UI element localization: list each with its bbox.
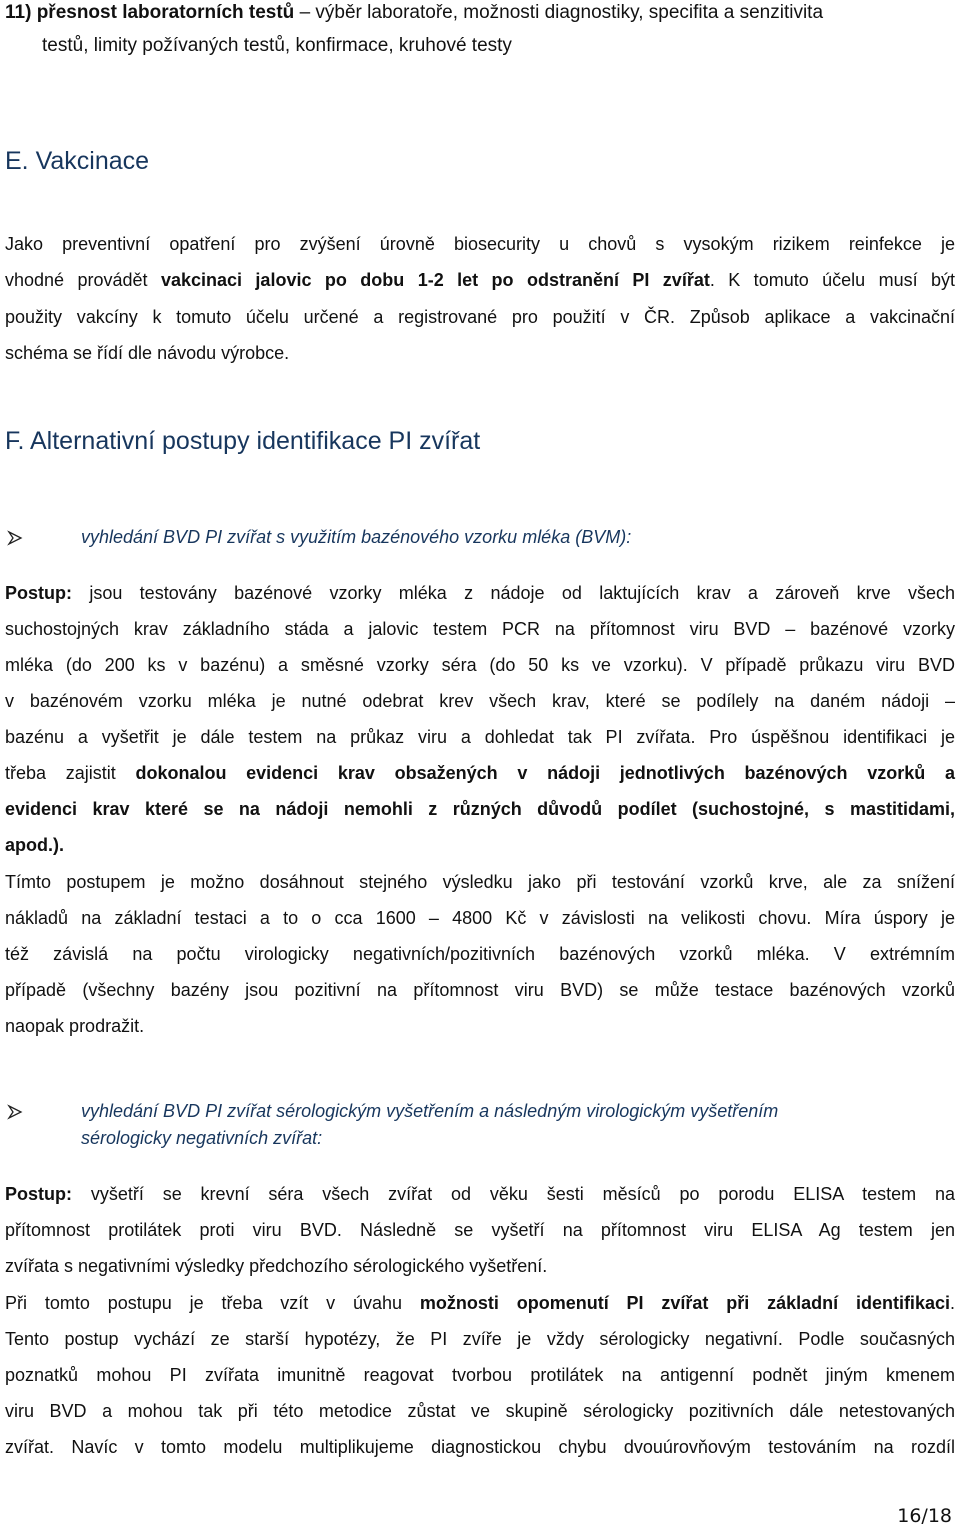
section-e-line-1: Jako preventivní opatření pro zvýšení úrovně biosecurity u chovů s vysokým rizikem reinfekce je — [5, 234, 955, 254]
p2-line-1: Tímto postupem je možno dosáhnout stejného výsledku jako při testování vzorků krve, ale za snížení — [5, 872, 955, 892]
p2-line-3: též závislá na počtu virologicky negativních/pozitivních bazénových vzorků mléka. V extrémním — [5, 944, 955, 964]
p4-line-1: Při tomto postupu je třeba vzít v úvahu možnosti opomenutí PI zvířat při základní identifikaci. — [5, 1293, 955, 1313]
p4-line-5: zvířat. Navíc v tomto modelu multiplikujeme diagnostickou chybu dvouúrovňovým testováním na rozdíl — [5, 1437, 955, 1457]
section-e-line-4: schéma se řídí dle návodu výrobce. — [5, 343, 290, 363]
p3-line-1: Postup: vyšetří se krevní séra všech zvířat od věku šesti měsíců po porodu ELISA testem na — [5, 1184, 955, 1204]
arrow-bullet-icon — [7, 1104, 23, 1120]
postup-label: Postup: — [5, 583, 72, 603]
p1-line-5: bazénu a vyšetřit je dále testem na průkaz viru a dohledat tak PI zvířata. Pro úspěšnou identifikaci je — [5, 727, 955, 747]
item-11-line-2: testů, limity požívaných testů, konfirmace, kruhové testy — [42, 35, 512, 56]
section-e-line-3: použity vakcíny k tomuto účelu určené a registrované pro použití v ČR. Způsob aplikace a vakcinační — [5, 307, 955, 327]
postup-label: Postup: — [5, 1184, 72, 1204]
section-f-heading: F. Alternativní postupy identifikace PI zvířat — [5, 427, 481, 455]
bullet-bvm: vyhledání BVD PI zvířat s využitím bazénového vzorku mléka (BVM): — [5, 526, 955, 548]
p3-line-2: přítomnost protilátek proti viru BVD. Následně se vyšetří na přítomnost viru ELISA Ag testem jen — [5, 1220, 955, 1240]
arrow-bullet-icon — [7, 530, 23, 546]
p3-line-3: zvířata s negativními výsledky předchozího sérologického vyšetření. — [5, 1256, 548, 1276]
p4-line-3: poznatků mohou PI zvířata imunitně reagovat tvorbou protilátek na antigenní podnět jiným kmenem — [5, 1365, 955, 1385]
p4-line-4: viru BVD a mohou tak při této metodice zůstat ve skupině sérologicky pozitivních dále netestovaných — [5, 1401, 955, 1421]
page-number: 16/18 — [897, 1505, 952, 1527]
p1-line-8: apod.). — [5, 835, 64, 855]
p1-line-3: mléka (do 200 ks v bazénu) a směsné vzorky séra (do 50 ks ve vzorku). V případě průkazu viru BVD — [5, 655, 955, 675]
p2-line-5: naopak prodražit. — [5, 1016, 145, 1036]
vaccination-emphasis: vakcinaci jalovic po dobu 1-2 let po odstranění PI zvířat — [160, 270, 710, 290]
p1-line-7: evidenci krav které se na nádoji nemohli z různých důvodů podílet (suchostojné, s mastitidami, — [5, 799, 955, 819]
p1-line-1: Postup: jsou testovány bazénové vzorky mléka z nádoje od laktujících krav a zároveň krve všech — [5, 583, 955, 603]
section-e-line-2: vhodné provádět vakcinaci jalovic po dobu 1-2 let po odstranění PI zvířat. K tomuto účelu musí být — [5, 270, 956, 290]
p4-line-2: Tento postup vychází ze starší hypotézy, že PI zvíře je vždy sérologicky negativní. Podle současných — [5, 1329, 955, 1349]
p1-line-6: třeba zajistit dokonalou evidenci krav obsažených v nádoji jednotlivých bazénových vzorků a — [5, 763, 955, 783]
item-11-title: 11) přesnost laboratorních testů — [5, 2, 295, 23]
p1-line-4: v bazénovém vzorku mléka je nutné odebrat krev všech krav, které se podílely na daném nádoji – — [5, 691, 955, 711]
p2-line-4: případě (všechny bazény jsou pozitivní na přítomnost viru BVD) se může testace bazénových vzorků — [5, 980, 955, 1000]
p1-line-2: suchostojných krav základního stáda a jalovic testem PCR na přítomnost viru BVD – bazénové vzorky — [5, 619, 955, 639]
item-11-line-1 — [5, 2, 955, 24]
bullet-serology: vyhledání BVD PI zvířat sérologickým vyšetřením a následným virologickým vyšetřením sérologicky negativních zvířat: — [5, 1100, 955, 1148]
p2-line-2: nákladů na základní testaci a to o cca 1600 – 4800 Kč v závislosti na velikosti chovu. Míra úspory je — [5, 908, 955, 928]
section-e-heading: E. Vakcinace — [5, 147, 150, 175]
item-11-description: – výběr laboratoře, možnosti diagnostiky, specifita a senzitivita — [294, 2, 824, 23]
